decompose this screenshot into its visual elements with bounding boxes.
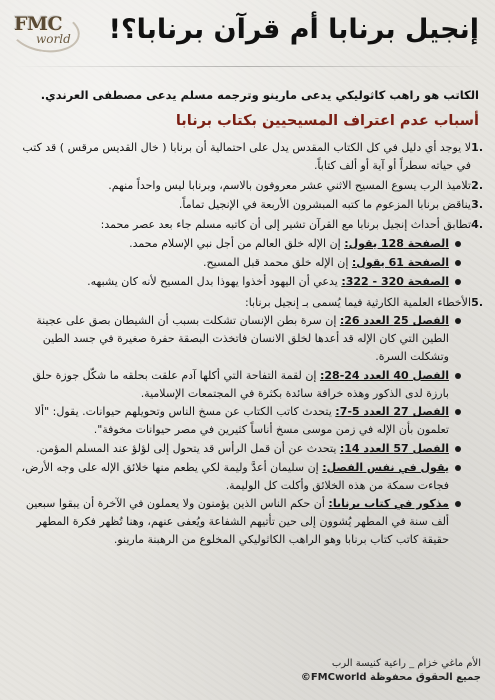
sub-list-item — [12, 459, 471, 495]
sub-item-text: يتحدث عن أن قمل الرأس قد يتحول إلى لؤلؤ عند المسلم المؤمن. — [36, 442, 340, 455]
sub-item-text: إن سرة بطن الإنسان تشكلت بسبب أن الشيطان بصق على عجينة الطين التي كان الإله قد أعدها لخلق الانسان فاتخذت البصقة حفرة صغيرة في جسد الطين وتشكلت السرة. — [36, 314, 449, 363]
list-item-number: .2 — [471, 178, 483, 192]
list-item-text: لا يوجد أي دليل في كل الكتاب المقدس يدل على احتمالية أن برنابا ( خال القديس مرقس ) قد كتب في حياته سطراً أو آية أو ألف كتاباً. — [22, 141, 471, 172]
list-item — [12, 294, 483, 549]
bullet-icon — [455, 373, 461, 379]
sub-item-reference: يقول في نفس الفصل: — [322, 460, 449, 474]
sub-item-reference: الصفحة 320 - 322: — [341, 274, 449, 288]
sub-list-item — [12, 312, 471, 365]
sub-list-item — [12, 495, 471, 548]
title-divider — [12, 66, 483, 67]
sub-item-reference: مذكور في كتاب برنابا: — [328, 497, 449, 511]
sub-item-text: يدعي أن اليهود أخذوا يهوذا بدل المسيح لأنه كان يشبهه. — [87, 274, 342, 288]
bullet-icon — [455, 260, 461, 266]
sub-list-item — [12, 273, 471, 291]
list-item-number: .5 — [471, 295, 483, 309]
list-item-text: يناقض برنابا المزعوم ما كتبه المبشرون الأربعة في الإنجيل تماماً. — [178, 198, 471, 212]
list-item — [12, 196, 483, 214]
sub-list-item — [12, 403, 471, 439]
bullet-icon — [455, 409, 461, 415]
list-item — [12, 216, 483, 290]
sub-item-text: أن حكم الناس الذين يؤمنون ولا يعملون في الآخرة أن يبقوا سبعين ألف سنة في المطهر يُشوون إلى حين تأتيهم الشفاعة ويُعفى عنهم، وهنا تُظهر فكرة المطهر حقيقة كاتب كتاب برنابا وهو الراهب الكاثوليكي المخلوع من الرهبنة مارينو. — [25, 497, 449, 547]
sub-item-text: إن سليمان أعدَّ وليمة لكي يطعم منها خلائق الإله على وجه الأرض، فجاءت سمكة من هذه الخلائق وأكلت كل الوليمة. — [21, 460, 449, 492]
list-item-text: الأخطاء العلمية الكارثية فيما يُسمى بـ إنجيل برنابا: — [244, 295, 471, 309]
footer — [301, 657, 481, 684]
list-item — [12, 139, 483, 175]
bullet-icon — [455, 465, 461, 471]
bullet-icon — [455, 318, 461, 324]
fmc-world-logo — [10, 10, 80, 52]
sub-list-item — [12, 254, 471, 272]
sub-item-reference: الصفحة 61 يقول: — [351, 255, 449, 269]
sub-item-reference: الصفحة 128 يقول: — [344, 237, 449, 251]
list-item-number: .4 — [471, 218, 483, 232]
list-item-number: .1 — [471, 141, 483, 154]
logo-sub-text: world — [36, 32, 71, 46]
sub-item-text: إن لقمة التفاحة التي أكلها آدم علقت بحلقه ما شكّل جوزة حلق بارزة لدى الذكور وهذه خرافة سائدة بكثرة في المجتمعات الإسلامية. — [32, 368, 449, 400]
sub-item-text: إن الإله خلق العالم من أجل نبي الإسلام محمد. — [129, 237, 345, 251]
footer-author: الأم ماغي خزام _ راعية كنيسة الرب — [331, 658, 481, 669]
logo-main-text: FMC — [14, 13, 63, 35]
sub-list-item — [12, 367, 471, 403]
sub-item-text: إن الإله خلق محمد قبل المسيح. — [203, 255, 352, 269]
bullet-icon — [455, 241, 461, 247]
list-item-text: تلاميذ الرب يسوع المسيح الاثني عشر معروفون بالاسم، وبرنابا ليس واحداً منهم. — [108, 178, 471, 192]
sub-list-item — [12, 235, 471, 253]
sub-list-item — [12, 440, 471, 458]
sub-item-reference: الفصل 57 العدد 14: — [339, 442, 449, 455]
sub-item-reference: الفصل 27 العدد 5-7: — [335, 405, 449, 419]
section-heading: أسباب عدم اعتراف المسيحيين بكتاب برنابا — [175, 113, 479, 129]
list-item-number: .3 — [471, 198, 483, 212]
sub-item-reference: الفصل 40 العدد 24-28: — [319, 368, 449, 382]
bullet-icon — [455, 279, 461, 285]
list-item — [12, 177, 483, 195]
sub-item-text: يتحدث كاتب الكتاب عن مسخ الناس وتحويلهم حيوانات. يقول: "ألا تعلمون بأن الإله في زمن موسى مسخ أناساً كثيرين في مصر حيوانات مخوفة". — [34, 405, 449, 437]
intro-text: الكاتب هو راهب كاثوليكي يدعى مارينو وترجمه مسلم يدعى مصطفى العرندي. — [40, 88, 479, 102]
list-item-text: تطابق أحداث إنجيل برنابا مع القرآن تشير إلى أن كاتبه مسلم جاء بعد عصر محمد: — [100, 218, 471, 232]
footer-rights: جميع الحقوق محفوظة FMCworld© — [300, 671, 481, 683]
bullet-icon — [455, 446, 461, 452]
bullet-icon — [455, 501, 461, 507]
reasons-list — [12, 139, 483, 552]
sub-item-reference: الفصل 25 العدد 26: — [339, 314, 449, 328]
page-title: إنجيل برنابا أم قرآن برنابا؟! — [108, 14, 479, 45]
